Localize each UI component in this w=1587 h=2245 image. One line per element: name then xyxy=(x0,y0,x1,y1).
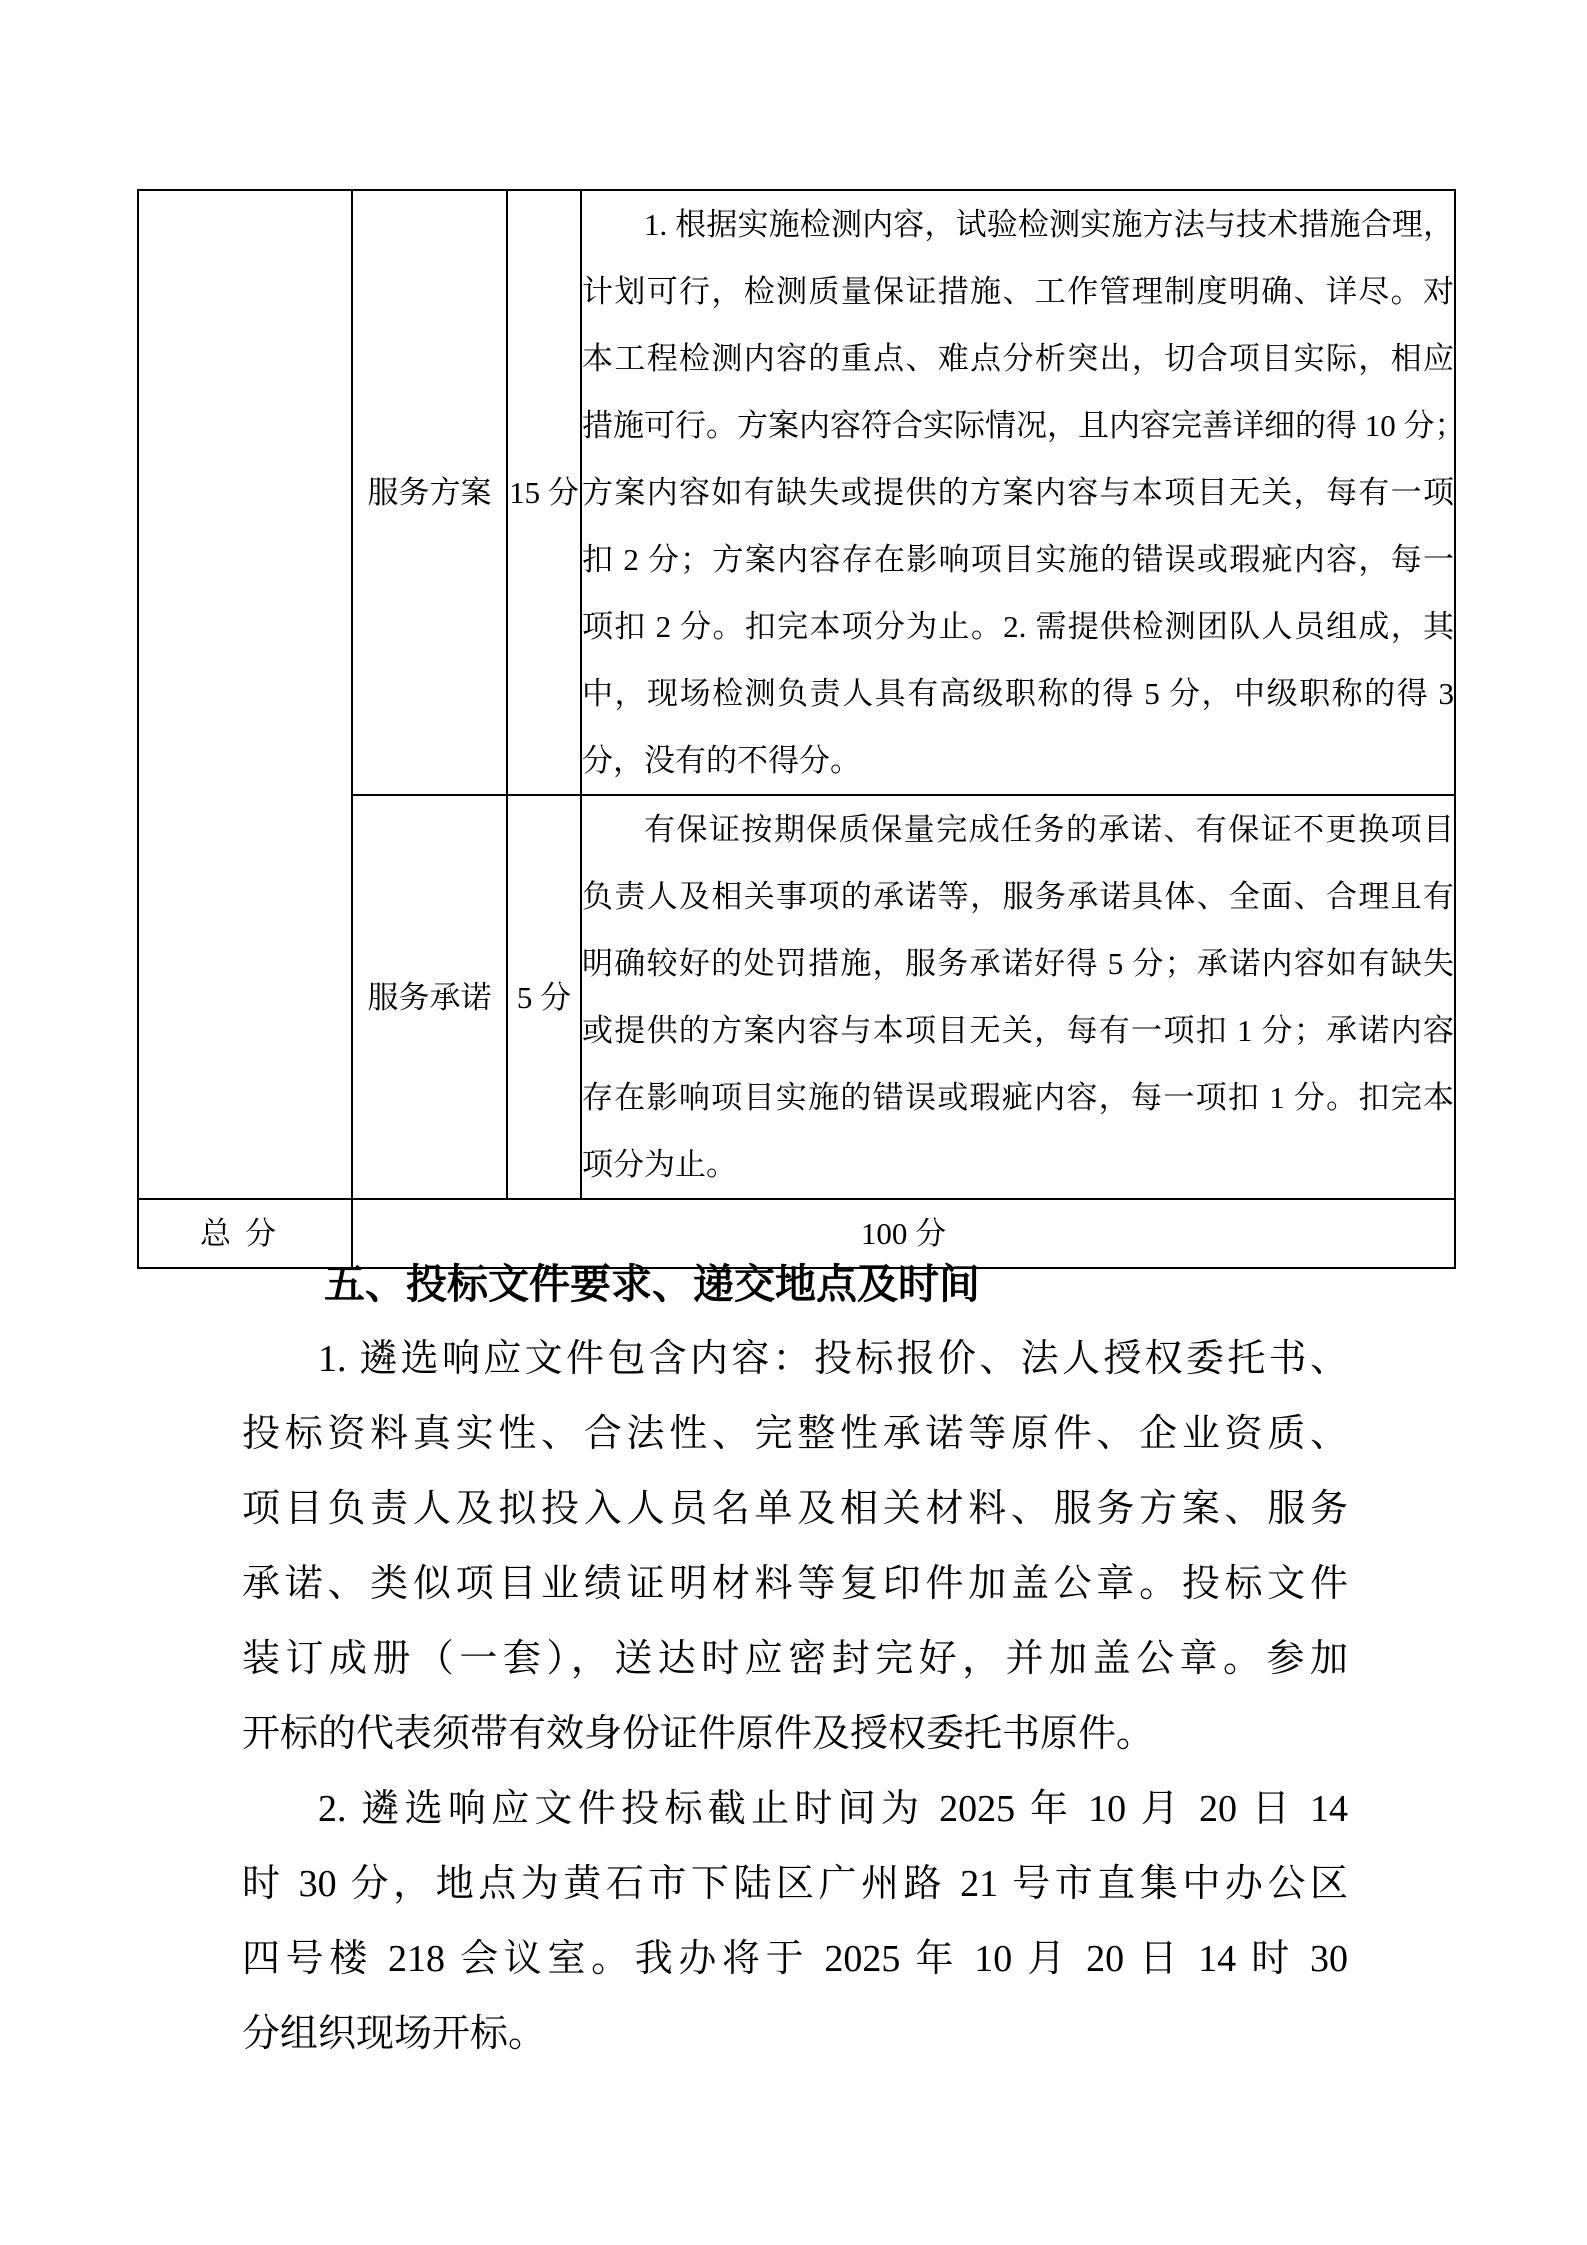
table-row-service-plan xyxy=(138,190,1455,795)
criteria-name-service-plan: 服务方案 xyxy=(352,190,507,795)
text-line: 明确较好的处罚措施，服务承诺好得 5 分；承诺内容如有缺失 xyxy=(582,946,1454,981)
text-line: 项目负责人及拟投入人员名单及相关材料、服务方案、服务 xyxy=(242,1488,1348,1530)
text-line: 2. 遴选响应文件投标截止时间为 2025 年 10 月 20 日 14 xyxy=(318,1788,1348,1830)
text-line: 方案内容如有缺失或提供的方案内容与本项目无关，每有一项 xyxy=(582,475,1454,510)
criteria-name-service-commitment: 服务承诺 xyxy=(352,795,507,1199)
paragraph-deadline-and-location xyxy=(242,1772,1348,2072)
text-line: 项扣 2 分。扣完本项分为止。2. 需提供检测团队人员组成，其 xyxy=(582,609,1454,644)
total-score-value: 100 分 xyxy=(352,1199,1455,1268)
text-line: 本工程检测内容的重点、难点分析突出，切合项目实际，相应 xyxy=(582,341,1454,376)
paragraph-bid-document-contents xyxy=(242,1322,1348,1772)
criteria-score-service-commitment: 5 分 xyxy=(507,795,581,1199)
evaluation-score-table xyxy=(137,189,1466,1269)
text-line: 措施可行。方案内容符合实际情况，且内容完善详细的得 10 分； xyxy=(582,408,1466,443)
text-line: 分，没有的不得分。 xyxy=(582,743,861,778)
text-line: 开标的代表须带有效身份证件原件及授权委托书原件。 xyxy=(242,1713,1155,1755)
category-cell-empty xyxy=(138,190,352,1199)
criteria-description-service-commitment xyxy=(581,795,1455,1199)
text-line: 负责人及相关事项的承诺等，服务承诺具体、全面、合理且有 xyxy=(582,879,1454,914)
text-line: 1. 遴选响应文件包含内容：投标报价、法人授权委托书、 xyxy=(318,1338,1348,1380)
text-line: 中，现场检测负责人具有高级职称的得 5 分，中级职称的得 3 xyxy=(582,676,1454,711)
bid-document-requirements-section xyxy=(242,1247,1348,2072)
total-score-label: 总分 xyxy=(138,1199,352,1268)
text-line: 1. 根据实施检测内容，试验检测实施方法与技术措施合理， xyxy=(644,207,1454,242)
text-line: 承诺、类似项目业绩证明材料等复印件加盖公章。投标文件 xyxy=(242,1563,1348,1605)
text-line: 装订成册（一套），送达时应密封完好，并加盖公章。参加 xyxy=(242,1638,1348,1680)
text-line: 或提供的方案内容与本项目无关，每有一项扣 1 分；承诺内容 xyxy=(582,1013,1454,1048)
text-line: 存在影响项目实施的错误或瑕疵内容，每一项扣 1 分。扣完本 xyxy=(582,1080,1454,1115)
section-heading: 五、投标文件要求、递交地点及时间 xyxy=(324,1261,980,1307)
text-line: 项分为止。 xyxy=(582,1147,737,1182)
text-line: 四号楼 218 会议室。我办将于 2025 年 10 月 20 日 14 时 30 xyxy=(242,1938,1348,1980)
text-line: 计划可行，检测质量保证措施、工作管理制度明确、详尽。对 xyxy=(582,274,1454,309)
criteria-description-service-plan xyxy=(581,190,1466,795)
text-line: 投标资料真实性、合法性、完整性承诺等原件、企业资质、 xyxy=(242,1413,1348,1455)
text-line: 分组织现场开标。 xyxy=(242,2013,547,2055)
text-line: 时 30 分，地点为黄石市下陆区广州路 21 号市直集中办公区 xyxy=(242,1863,1348,1905)
criteria-score-service-plan: 15 分 xyxy=(507,190,581,795)
text-line: 扣 2 分；方案内容存在影响项目实施的错误或瑕疵内容，每一 xyxy=(582,542,1454,577)
text-line: 有保证按期保质保量完成任务的承诺、有保证不更换项目 xyxy=(644,812,1454,847)
